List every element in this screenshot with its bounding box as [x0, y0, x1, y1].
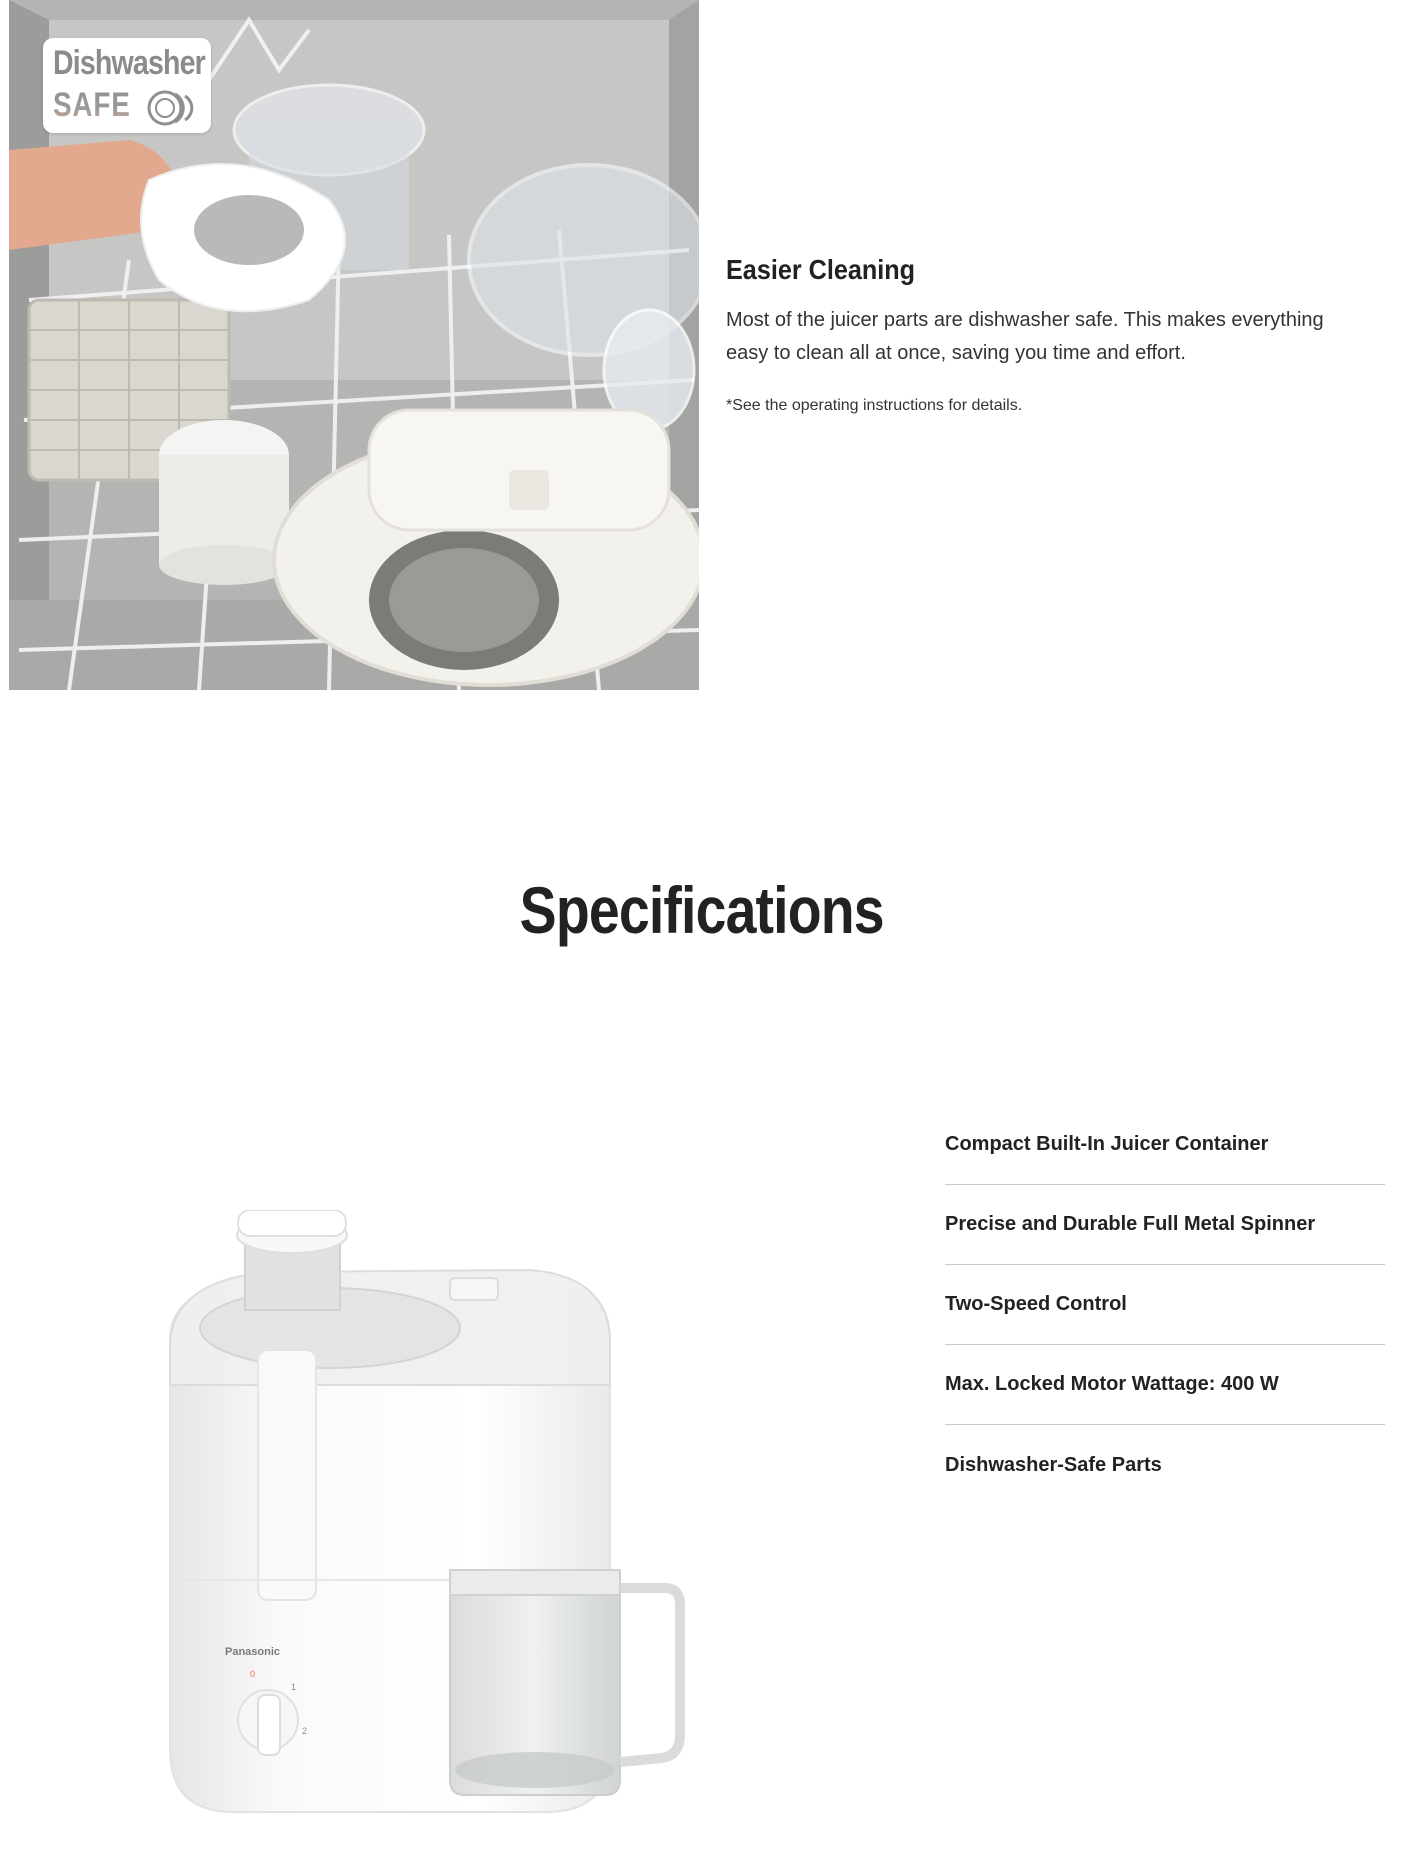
- dial-label-0: 0: [250, 1669, 256, 1679]
- badge-line-2: SAFE: [53, 86, 131, 124]
- dial-label-2: 2: [302, 1726, 308, 1736]
- feature-text: [726, 254, 1366, 415]
- spec-item: Precise and Durable Full Metal Spinner: [945, 1185, 1385, 1265]
- dishwasher-photo: [9, 0, 699, 690]
- specifications-heading-text: Specifications: [519, 873, 884, 947]
- plates-icon: [143, 88, 203, 128]
- brand-label: Panasonic: [225, 1646, 281, 1658]
- feature-footnote: *See the operating instructions for details.: [726, 397, 1023, 414]
- feature-description: Most of the juicer parts are dishwasher safe. This makes everything easy to clean all at once, saving you time and effort.: [726, 309, 1324, 364]
- specifications-heading: [0, 872, 1403, 948]
- spec-item: Dishwasher-Safe Parts: [945, 1453, 1162, 1476]
- specifications-list: [945, 1105, 1385, 1505]
- juicer-product-image: [150, 1210, 690, 1820]
- spec-item: Two-Speed Control: [945, 1265, 1385, 1345]
- dishwasher-safe-badge: [43, 38, 211, 133]
- feature-title: Easier Cleaning: [726, 254, 916, 285]
- spec-item: Max. Locked Motor Wattage: 400 W: [945, 1345, 1385, 1425]
- spec-item: Compact Built-In Juicer Container: [945, 1105, 1385, 1185]
- badge-line-1: Dishwasher: [53, 44, 205, 82]
- juicer-illustration: [150, 1210, 690, 1820]
- dial-label-1: 1: [291, 1682, 297, 1692]
